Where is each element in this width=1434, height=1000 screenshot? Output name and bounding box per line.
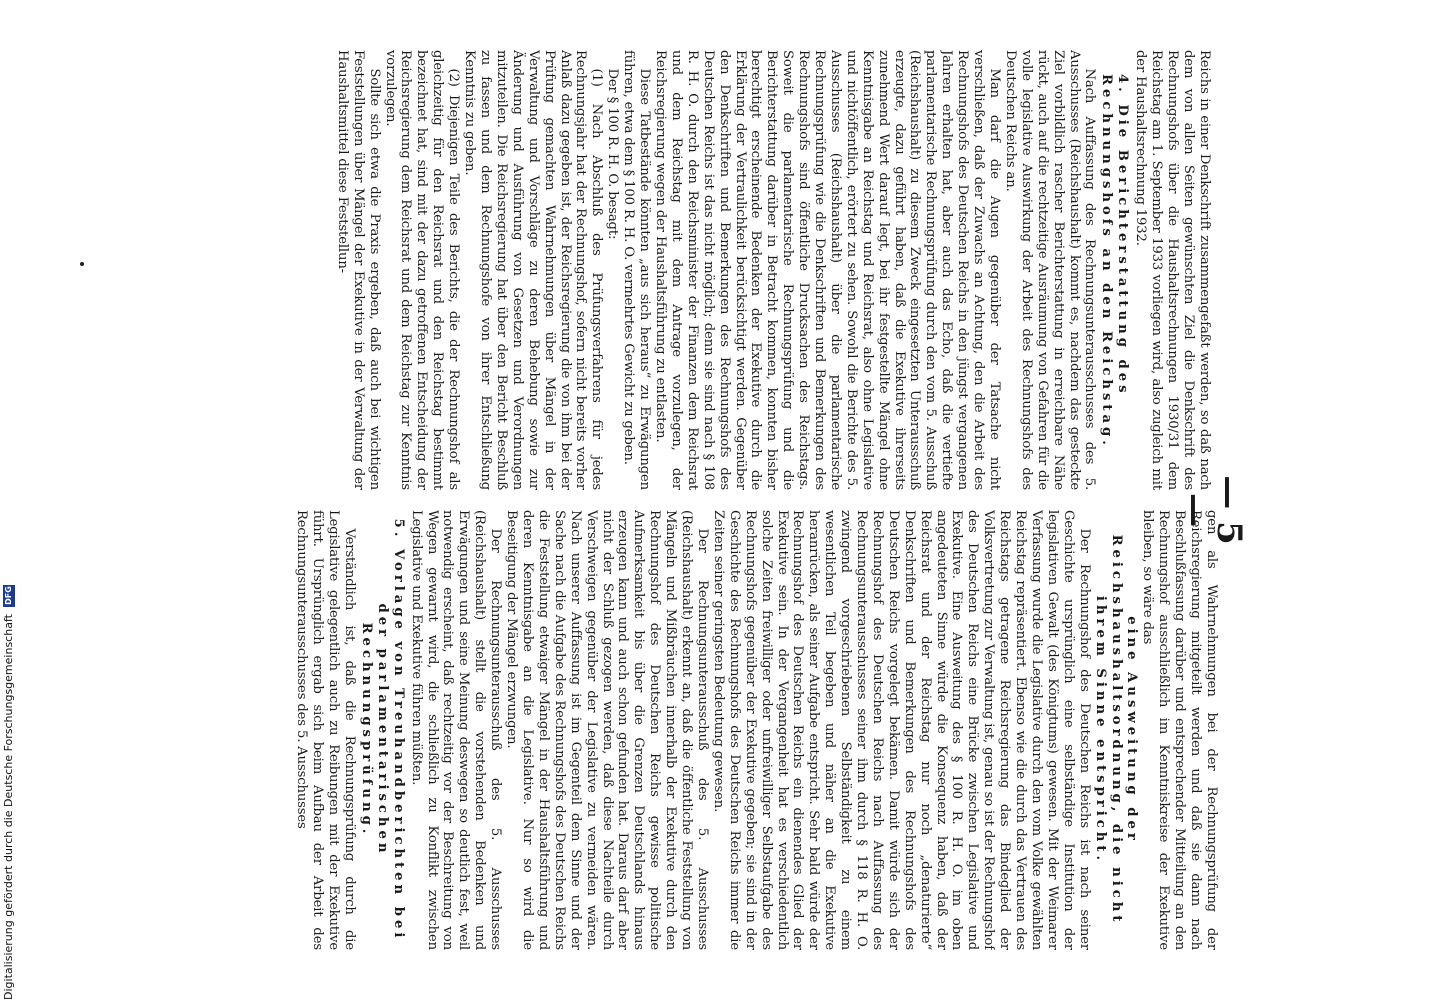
right-text-column [139, 510, 1219, 950]
quoted-paragraph: (2) Diejenigen Teile des Berichts, die der Rechnungshof als gleichzeitig für den Reichsrat und den Reichstag bestimmt bezeichnet hat, sind mit der dazu getroffenen Entscheidung der Reichsregierung dem Reichsrat und dem Reichstag zur Kenntnis vorzulegen. [382, 50, 462, 490]
paragraph: Der Rechnungsunterausschuß des 5. Ausschusses (Reichshaushalt) stellt die vorstehenden Bedenken und Erwägungen und seine Meinung deswegen so deutlich fest, weil notwendig erscheint, daß rechtzeitig vor der Beschreitung von Wegen gewarnt wird, die schließlich zu Konflikt zwischen Legislative und Exekutive führen müßten. [408, 510, 504, 950]
dfg-logo-icon: DFG [4, 586, 13, 605]
paragraph: Man darf die Augen gegenüber der Tatsache nicht verschließen, daß der Zuwachs an Achtung, den die Arbeit des Rechnungshofs des Deutschen Reichs in den jüngst vergangenen Jahren erhalten hat, aber auch das Echo, daß die vertiefte parlamentarische Rechnungsprüfung durch den vom 5. Ausschuß (Reichshaushalt) zu diesem Zweck eingesetzten Unterausschuß erzeugte, dazu geführt haben, daß die Exekutive ihrerseits zunehmend Wert darauf legt, bei ihr festgestellte Mängel ohne Kenntnisgabe an Reichstag und Reichsrat, also ohne Legislative und nichtöffentlich, erörtert zu sehen. Sowohl die Berichte des 5. Ausschusses (Reichshaushalt) über die parlamentarische Rechnungsprüfung wie die Denkschriften und Bemerkungen des Rechnungshofs sind öffentliche Drucksachen des Reichstags. Soweit die parlamentarische Rechnungsprüfung und die Berichterstattung darüber in Betracht kommen, konnten bisher berechtigt erscheinende Bedenken der Exekutive durch die Erklärung der Vertraulichkeit berücksichtigt werden. Gegenüber den Denkschriften und Bemerkungen des Rechnungshofs des Deutschen Reichs ist das nicht möglich; denn sie sind nach § 108 R. H. O. durch den Reichsminister der Finanzen dem Reichsrat und dem Reichstag mit dem Antrage vorzulegen, der Reichsregierung wegen der Haushaltsführung zu entlasten. [653, 50, 1003, 490]
page-number: — 5 — [1175, 475, 1249, 545]
left-text-column [132, 50, 1212, 490]
section-heading-4: 4. Die Berichterstattung des Rechnungshofs an den Reichstag. [1099, 74, 1131, 449]
paragraph: Sollte sich etwa die Praxis ergeben, daß auch bei wichtigen Feststellungen über Mängel der Exekutive in der Verwaltung der Haushaltsmittel diese Feststellun- [334, 50, 382, 490]
paragraph: Reichs in einer Denkschrift zusammengefaßt werden, so daß nach dem von allen Seiten gewünschten Ziel die Denkschrift des Rechnungshofs über die Haushaltsrechnungen 1930/31 dem Reichstag am 1. September 1933 vorliegen wird, also zugleich mit der Haushaltsrechnung 1932. [1133, 50, 1212, 490]
section-heading-5: 5. Vorlage von Treuhandberichten bei der parlamentarischen Rechnungsprüfung. [358, 518, 406, 942]
paragraph: Nach Auffassung des Rechnungsunterausschusses des 5. Ausschusses (Reichshaushalt) kommt es, nachdem das gesteckte Ziel vorbildlich rascher Berichterstattung in erreichbare Nähe rückt, auch auf die rechtzeitige Ausräumung von Gefahren für die volle legislative Auswirkung der Arbeit des Rechnungshofs des Deutschen Reichs an. [1002, 50, 1098, 490]
digitization-footer [2, 0, 18, 1000]
paragraph: gen als Wahrnehmungen bei der Rechnungsprüfung der Reichsregierung mitgeteilt werden und daß sie dann nach Beschlußfassung darüber und entsprechender Mitteilung an den Rechnungshof ausschließlich im Kenntniskreise der Exekutive bleiben, so wäre das [1140, 510, 1219, 950]
footer-credit: Digitalisierung gefördert durch die Deutsche Forschungsgemeinschaft [2, 614, 15, 1000]
quoted-paragraph: (1) Nach Abschluß des Prüfungsverfahrens für jedes Rechnungsjahr hat der Rechnungshof, sofern nicht bereits vorher Anlaß dazu gegeben ist, der Reichsregierung die von ihm bei der Prüfung gemachten Wahrnehmungen über Mängel in der Verwaltung und Vorschläge zu deren Behebung sowie zur Änderung und Ausführung von Gesetzen und Verordnungen mitzuteilen. Die Reichsregierung hat über den Bericht Beschluß zu fassen und dem Rechnungshofe von ihrer Entschließung Kenntnis zu geben. [462, 50, 605, 490]
paragraph: Verständlich ist, daß die Rechnungsprüfung durch die Legislative gelegentlich auch zu Reibungen mit der Exekutive führt. Ursprünglich ergab sich beim Aufbau der Arbeit des Rechnungsunterausschusses des 5. Ausschusses [294, 510, 357, 950]
paragraph: Der Rechnungsunterausschuß des 5. Ausschusses (Reichshaushalt) erkennt an, daß die öffentliche Feststellung von Mängeln und Mißbräuchen innerhalb der Exekutive durch den Rechnungshof des Deutschen Reichs gewisse politische Aufmerksamkeit bis über die Grenzen Deutschlands hinaus erzeugen kann und auch schon gefunden hat. Daraus darf aber nicht der Schluß gezogen werden, daß diese Nachteile durch Verschweigen gegenüber der Legislative zu vermeiden wären. Nach unserer Auffassung ist im Gegenteil dem Sinne und der Sache nach die Aufgabe des Rechnungshofs des Deutschen Reichs die Feststellung etwaiger Mängel in der Haushaltsführung und deren Kenntnisgabe an die Legislative. Nur so wird die Beseitigung der Mängel erzwungen. [504, 510, 710, 950]
paragraph: Der § 100 R. H. O. besagt: [605, 68, 621, 240]
scan-speck [80, 262, 84, 266]
paragraph: Diese Tatbestände könnten „aus sich heraus“ zu Erwägungen führen, etwa dem § 100 R. H. O. vermehrtes Gewicht zu geben. [621, 50, 653, 490]
footer-text [2, 585, 15, 1000]
spaced-emphasis: eine Ausweitung der Reichshaushaltsordnung, die nicht ihrem Sinne entspricht. [1092, 534, 1140, 926]
paragraph: Der Rechnungshof des Deutschen Reichs ist nach seiner Geschichte ursprünglich eine selbständige Institution der legislativen Gewalt (des Königtums) gewesen. Mit der Weimarer Verfassung wurde die Legislative durch den vom Volke gewählten Reichstag repräsentiert. Ebenso wie die durch das Vertrauen des Reichstags getragene Reichsregierung das Bindeglied der Volksvertretung zur Verwaltung ist, genau so ist der Rechnungshof des Deutschen Reichs eine Brücke zwischen Legislative und Exekutive. Eine Ausweitung des § 100 R. H. O. im oben angedeuteten Sinne würde die Konsequenz haben, daß der Reichsrat und der Reichstag nur noch „denaturierte“ Denkschriften und Bemerkungen des Rechnungshofs des Deutschen Reichs vorgelegt bekämen. Damit würde sich der Rechnungshof des Deutschen Reichs nach Auffassung des Rechnungsunterausschusses seiner ihm durch § 118 R. H. O. zwingend vorgeschriebenen Selbständigkeit zu einem wesentlichen Teil begeben und näher an die Exekutive heranrücken, als seiner Aufgabe entspricht. Sehr bald würde der Rechnungshof des Deutschen Reichs ein dienendes Glied der Exekutive sein. In der Vergangenheit hat es verschiedentlich solche Zeiten freiwilliger oder unfreiwilliger Selbstaufgabe des Rechnungshofs gegenüber der Exekutive gegeben; sie sind in der Geschichte des Rechnungshofs des Deutschen Reichs immer die Zeiten seiner geringsten Bedeutung gewesen. [710, 510, 1092, 950]
